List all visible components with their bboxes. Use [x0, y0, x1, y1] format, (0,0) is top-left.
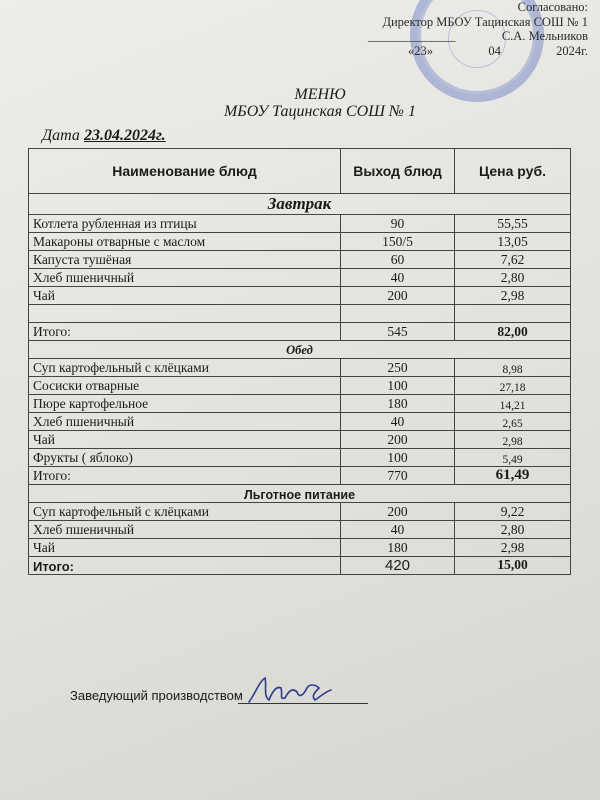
- dish-output: 200: [341, 431, 455, 449]
- preferential-total-row: [29, 557, 571, 575]
- dish-name: Чай: [29, 287, 341, 305]
- school-name: МБОУ Тацинская СОШ № 1: [223, 103, 417, 120]
- column-header-price: Цена руб.: [455, 149, 571, 194]
- dish-name: Суп картофельный с клёцками: [29, 503, 341, 521]
- lunch-total-row: [29, 467, 571, 485]
- dish-name: Капуста тушёная: [29, 251, 341, 269]
- date-label: Дата: [42, 127, 80, 144]
- dish-name: Пюре картофельное: [29, 395, 341, 413]
- approval-director: Директор МБОУ Тацинская СОШ № 1: [382, 14, 588, 29]
- dish-output: 180: [341, 539, 455, 557]
- handwritten-signature: [245, 674, 335, 706]
- table-row: [29, 287, 571, 305]
- dish-name: Суп картофельный с клёцками: [29, 359, 341, 377]
- dish-name: Чай: [29, 431, 341, 449]
- dish-name: Макароны отварные с маслом: [29, 233, 341, 251]
- table-row: [29, 431, 571, 449]
- table-row: [29, 233, 571, 251]
- table-row: [29, 377, 571, 395]
- approval-year: 2024г.: [556, 43, 588, 58]
- dish-price: 2,80: [455, 521, 571, 539]
- dish-output: 40: [341, 521, 455, 539]
- dish-price: 2,98: [455, 287, 571, 305]
- footer-signer-label: Заведующий производством: [70, 688, 243, 703]
- table-row: [29, 215, 571, 233]
- menu-table: [28, 148, 571, 575]
- dish-name: Хлеб пшеничный: [29, 269, 341, 287]
- column-header-dish: Наименование блюд: [29, 149, 341, 194]
- table-header-row: [29, 149, 571, 194]
- dish-price: 9,22: [455, 503, 571, 521]
- approval-date-line: [348, 44, 588, 59]
- dish-price: 55,55: [455, 215, 571, 233]
- dish-price: 27,18: [455, 377, 571, 395]
- menu-heading: МЕНЮ: [294, 86, 346, 103]
- section-title-breakfast: Завтрак: [29, 194, 571, 215]
- section-title-preferential: Льготное питание: [29, 485, 571, 503]
- dish-price: 7,62: [455, 251, 571, 269]
- approval-month: 04: [488, 43, 501, 58]
- dish-name: Хлеб пшеничный: [29, 521, 341, 539]
- approval-day: «23»: [408, 43, 433, 58]
- section-lunch: [29, 341, 571, 359]
- dish-output: 100: [341, 377, 455, 395]
- section-breakfast: [29, 194, 571, 215]
- document-title: [0, 86, 600, 120]
- breakfast-total-row: [29, 323, 571, 341]
- dish-price: 13,05: [455, 233, 571, 251]
- approval-heading: Согласовано:: [517, 0, 588, 14]
- table-row: [29, 359, 571, 377]
- dish-output: 180: [341, 395, 455, 413]
- dish-output: 100: [341, 449, 455, 467]
- dish-price: 5,49: [455, 449, 571, 467]
- total-label: Итого:: [29, 467, 341, 485]
- dish-name: Котлета рубленная из птицы: [29, 215, 341, 233]
- dish-name: Фрукты ( яблоко): [29, 449, 341, 467]
- date-value: 23.04.2024г.: [83, 127, 166, 144]
- empty-row: [29, 305, 571, 323]
- dish-output: 200: [341, 503, 455, 521]
- approval-signatory-line: [348, 29, 588, 44]
- total-output: 545: [341, 323, 455, 341]
- dish-name: Чай: [29, 539, 341, 557]
- approval-block: [348, 0, 588, 58]
- dish-output: 40: [341, 413, 455, 431]
- dish-output: 250: [341, 359, 455, 377]
- total-label: Итого:: [29, 557, 341, 575]
- dish-output: 200: [341, 287, 455, 305]
- dish-price: 2,65: [455, 413, 571, 431]
- dish-price: 2,98: [455, 431, 571, 449]
- table-row: [29, 269, 571, 287]
- approval-signatory-name: С.А. Мельников: [501, 29, 588, 43]
- table-row: [29, 503, 571, 521]
- table-row: [29, 539, 571, 557]
- dish-output: 40: [341, 269, 455, 287]
- table-row: [29, 449, 571, 467]
- dish-name: Хлеб пшеничный: [29, 413, 341, 431]
- dish-output: 150/5: [341, 233, 455, 251]
- approval-signature-blank: ______________: [368, 29, 456, 43]
- dish-price: 2,98: [455, 539, 571, 557]
- table-row: [29, 413, 571, 431]
- total-label: Итого:: [29, 323, 341, 341]
- dish-price: 2,80: [455, 269, 571, 287]
- dish-output: 60: [341, 251, 455, 269]
- table-row: [29, 251, 571, 269]
- column-header-output: Выход блюд: [341, 149, 455, 194]
- total-output: 420: [341, 557, 455, 575]
- section-preferential: [29, 485, 571, 503]
- dish-price: 14,21: [455, 395, 571, 413]
- menu-date: [42, 127, 166, 145]
- dish-output: 90: [341, 215, 455, 233]
- dish-name: Сосиски отварные: [29, 377, 341, 395]
- dish-price: 8,98: [455, 359, 571, 377]
- table-row: [29, 395, 571, 413]
- table-row: [29, 521, 571, 539]
- total-price: 15,00: [455, 557, 571, 575]
- total-price: 61,49: [455, 467, 571, 485]
- total-output: 770: [341, 467, 455, 485]
- total-price: 82,00: [455, 323, 571, 341]
- section-title-lunch: Обед: [29, 341, 571, 359]
